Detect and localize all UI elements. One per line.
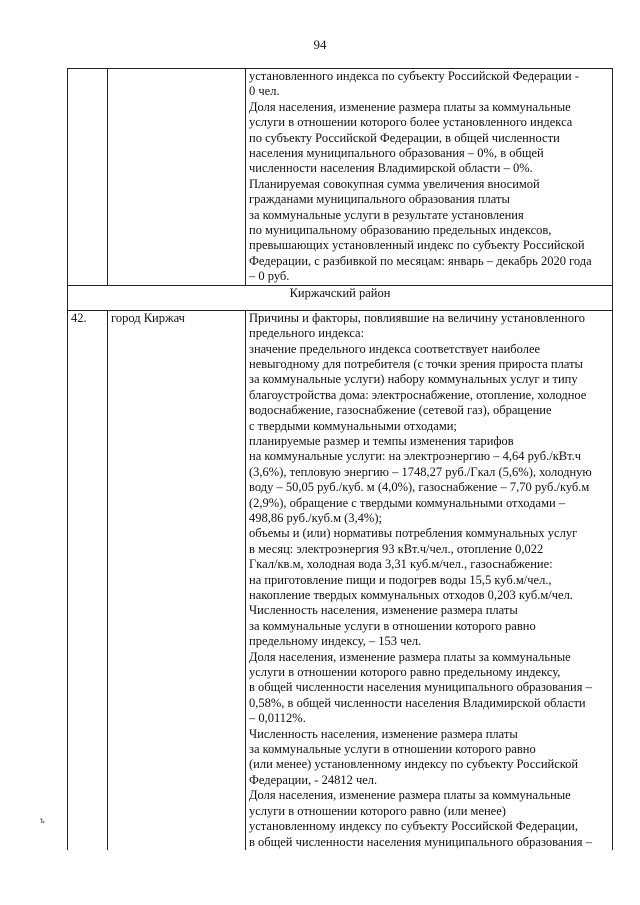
text-line: (3,6%), тепловую энергию – 1748,27 руб./Гкал (5,6%), холодную [249,464,592,479]
text-line: Федерации, - 24812 чел. [249,772,378,787]
text-line: в общей численности населения муниципального образования – [249,834,592,849]
page-number: 94 [313,37,327,52]
text-line: водоснабжение, газоснабжение (сетевой газ), обращение [249,403,552,418]
text-line: за коммунальные услуги в отношении которого равно [249,742,536,757]
text-line: Причины и факторы, повлиявшие на величину установленного [249,310,586,325]
text-line: воду – 50,05 руб./куб. м (4,0%), газоснабжение – 7,70 руб./куб.м [249,480,590,495]
table-row-continuation [68,69,613,286]
text-line: планируемые размер и темпы изменения тарифов [249,433,514,448]
text-line: объемы и (или) нормативы потребления коммунальных услуг [249,526,578,541]
text-line: Численность населения, изменение размера платы [249,603,518,618]
text-line: гражданами муниципального образования платы [249,192,510,207]
text-line: 0 чел. [249,84,280,99]
text-line: в месяц: электроэнергия 93 кВт.ч/чел., отопление 0,022 [249,541,544,556]
text-line: на приготовление пищи и подогрев воды 15,5 куб.м/чел., [249,572,552,587]
text-line: Планируемая совокупная сумма увеличения вносимой [249,176,540,191]
text-line: услуги в отношении которого более установленного индекса [249,115,573,130]
description-cell [246,69,613,286]
municipality-cell [108,69,246,286]
text-line: по муниципальному образованию предельных индексов, [249,223,552,238]
municipality-cell: город Киржач [108,310,246,850]
text-line: – 0 руб. [249,269,290,284]
text-line: превышающих установленный индекс по субъекту Российской [249,238,585,253]
text-line: Федерации, с разбивкой по месяцам: январь – декабрь 2020 года [249,253,592,268]
text-line: Доля населения, изменение размера платы за коммунальные [249,788,571,803]
text-line: 498,86 руб./куб.м (3,4%); [249,510,382,525]
text-line: в общей численности населения муниципального образования – [249,680,592,695]
text-line: предельного индекса: [249,326,365,341]
text-line: Численность населения, изменение размера платы [249,726,518,741]
text-line: на коммунальные услуги: на электроэнергию – 4,64 руб./кВт.ч [249,449,582,464]
text-line: услуги в отношении которого равно (или менее) [249,803,506,818]
section-title: Киржачский район [68,285,613,310]
text-line: населения муниципального образования – 0%, в общей [249,146,544,161]
text-line: (2,9%), обращение с твердыми коммунальными отходами – [249,495,566,510]
text-line: по субъекту Российской Федерации, в общей численности [249,130,560,145]
text-line: невыгодному для потребителя (с точки зрения прироста платы [249,356,583,371]
text-line: предельному индексу, – 153 чел. [249,634,422,649]
text-line: за коммунальные услуги) набору коммунальных услуг и типу [249,372,578,387]
row-number-cell [68,69,108,286]
text-line: с твердыми коммунальными отходами; [249,418,457,433]
text-line: за коммунальные услуги в результате установления [249,207,524,222]
text-line: установленному индексу по субъекту Российской Федерации, [249,819,578,834]
text-line: значение предельного индекса соответствует наиболее [249,341,541,356]
text-line: Доля населения, изменение размера платы за коммунальные [249,649,571,664]
text-line: благоустройства дома: электроснабжение, отопление, холодное [249,387,587,402]
document-table [67,68,613,850]
description-cell [246,310,613,850]
text-line: – 0,0112%. [249,711,306,726]
text-line: Доля населения, изменение размера платы за коммунальные [249,99,571,114]
text-line: установленного индекса по субъекту Российской Федерации - [249,69,579,83]
table-row-entry [68,310,613,850]
text-line: 0,58%, в общей численности населения Владимирской области [249,695,586,710]
text-line: Гкал/кв.м, холодная вода 3,31 куб.м/чел., газоснабжение: [249,557,553,572]
text-line: услуги в отношении которого равно предельному индексу, [249,665,561,680]
text-line: накопление твердых коммунальных отходов 0,203 куб.м/чел. [249,588,573,602]
section-row [68,285,613,310]
stray-mark: ъ [40,815,45,825]
text-line: численности населения Владимирской области – 0%. [249,161,533,176]
text-line: за коммунальные услуги в отношении которого равно [249,618,536,633]
row-number-cell: 42. [68,310,108,850]
text-line: (или менее) установленному индексу по субъекту Российской [249,757,579,772]
